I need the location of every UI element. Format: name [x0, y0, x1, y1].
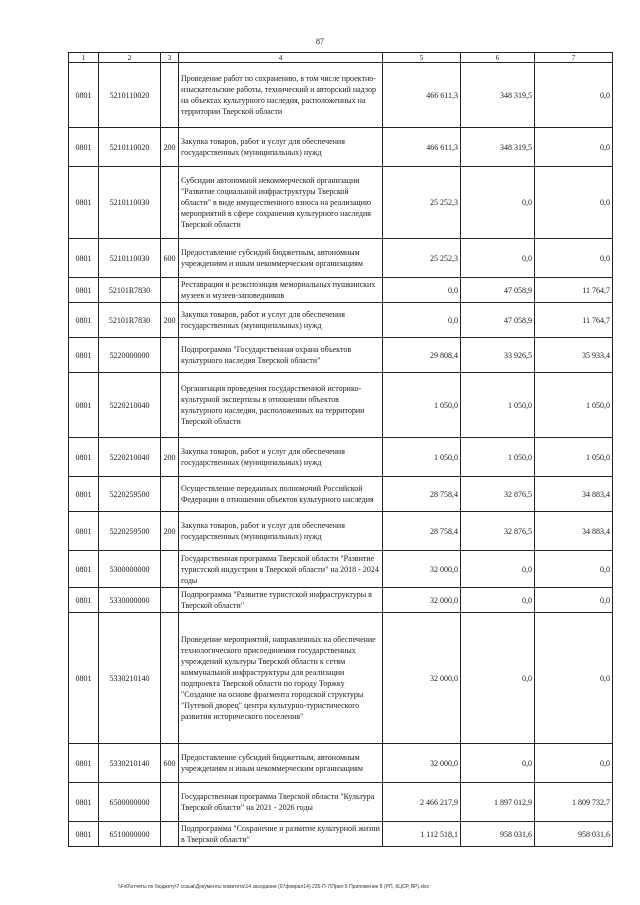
target-article-cell: 5210110030	[99, 167, 161, 239]
section-code-cell: 0801	[69, 63, 99, 128]
column-number-cell: 6	[461, 53, 535, 63]
amount-col7-cell: 11 764,7	[535, 303, 613, 338]
table-row	[69, 128, 613, 167]
amount-col5-cell: 28 758,4	[383, 512, 461, 551]
amount-col5-cell: 1 050,0	[383, 438, 461, 477]
target-article-cell: 5210110020	[99, 128, 161, 167]
amount-col6-cell: 0,0	[461, 167, 535, 239]
expense-type-cell	[161, 822, 179, 847]
amount-col5-cell: 25 252,3	[383, 239, 461, 278]
table-row	[69, 588, 613, 613]
column-number-cell: 5	[383, 53, 461, 63]
amount-col5-cell: 29 808,4	[383, 338, 461, 373]
target-article-cell: 52101R7830	[99, 303, 161, 338]
section-code-cell: 0801	[69, 438, 99, 477]
expense-type-cell	[161, 373, 179, 438]
section-code-cell: 0801	[69, 477, 99, 512]
section-code-cell: 0801	[69, 588, 99, 613]
table-row	[69, 338, 613, 373]
amount-col5-cell: 32 000,0	[383, 744, 461, 783]
expense-type-cell	[161, 783, 179, 822]
amount-col6-cell: 32 876,5	[461, 477, 535, 512]
item-name-cell: Проведение мероприятий, направленных на обеспечение технологического присоединения государственных учреждений культуры Тверской области к сетям коммунальной инфраструктуры для реализации подпроекта Тверской области по городу Торжку "Создание на основе фрагмента городской структуры "Путевой дворец" центра культурно-туристического развития исторического поселения"	[179, 613, 383, 744]
amount-col6-cell: 0,0	[461, 588, 535, 613]
expense-type-cell	[161, 613, 179, 744]
column-number-cell: 3	[161, 53, 179, 63]
target-article-cell: 5330210140	[99, 613, 161, 744]
table-row	[69, 477, 613, 512]
amount-col6-cell: 47 058,9	[461, 303, 535, 338]
item-name-cell: Предоставление субсидий бюджетным, автономным учреждениям и иным некоммерческим организациям	[179, 239, 383, 278]
amount-col7-cell: 34 883,4	[535, 512, 613, 551]
column-number-cell: 7	[535, 53, 613, 63]
amount-col7-cell: 0,0	[535, 588, 613, 613]
amount-col7-cell: 35 933,4	[535, 338, 613, 373]
amount-col7-cell: 1 050,0	[535, 373, 613, 438]
amount-col7-cell: 1 809 732,7	[535, 783, 613, 822]
amount-col6-cell: 348 319,5	[461, 63, 535, 128]
target-article-cell: 5220259500	[99, 477, 161, 512]
target-article-cell: 5300000000	[99, 551, 161, 588]
target-article-cell: 5210110020	[99, 63, 161, 128]
item-name-cell: Государственная программа Тверской области "Развитие туристской индустрии в Тверской области" на 2018 - 2024 годы	[179, 551, 383, 588]
table-row	[69, 63, 613, 128]
column-number-cell: 2	[99, 53, 161, 63]
section-code-cell: 0801	[69, 551, 99, 588]
expense-type-cell	[161, 551, 179, 588]
expense-type-cell	[161, 338, 179, 373]
item-name-cell: Реставрация и реэкспозиция мемориальных пушкинских музеев и музеев-заповедников	[179, 278, 383, 303]
table-row	[69, 438, 613, 477]
amount-col7-cell: 0,0	[535, 551, 613, 588]
section-code-cell: 0801	[69, 338, 99, 373]
expense-type-cell: 600	[161, 744, 179, 783]
target-article-cell: 5220210040	[99, 373, 161, 438]
amount-col7-cell: 0,0	[535, 63, 613, 128]
amount-col6-cell: 1 897 012,9	[461, 783, 535, 822]
amount-col6-cell: 958 031,6	[461, 822, 535, 847]
table-row	[69, 167, 613, 239]
amount-col5-cell: 32 000,0	[383, 613, 461, 744]
table-row	[69, 373, 613, 438]
amount-col5-cell: 466 611,3	[383, 128, 461, 167]
amount-col6-cell: 1 050,0	[461, 438, 535, 477]
item-name-cell: Предоставление субсидий бюджетным, автономным учреждениям и иным некоммерческим организациям	[179, 744, 383, 783]
amount-col6-cell: 0,0	[461, 551, 535, 588]
section-code-cell: 0801	[69, 239, 99, 278]
expense-type-cell: 600	[161, 239, 179, 278]
expense-type-cell: 200	[161, 303, 179, 338]
column-number-row	[69, 53, 613, 63]
item-name-cell: Осуществление переданных полномочий Российской Федерации в отношении объектов культурного наследия	[179, 477, 383, 512]
amount-col7-cell: 0,0	[535, 239, 613, 278]
item-name-cell: Подпрограмма "Государственная охрана объектов культурного наследия Тверской области"	[179, 338, 383, 373]
item-name-cell: Закупка товаров, работ и услуг для обеспечения государственных (муниципальных) нужд	[179, 128, 383, 167]
target-article-cell: 5330000000	[99, 588, 161, 613]
amount-col7-cell: 1 050,0	[535, 438, 613, 477]
amount-col7-cell: 34 883,4	[535, 477, 613, 512]
target-article-cell: 6500000000	[99, 783, 161, 822]
amount-col6-cell: 33 926,5	[461, 338, 535, 373]
expense-type-cell	[161, 588, 179, 613]
target-article-cell: 5220210040	[99, 438, 161, 477]
table-row	[69, 744, 613, 783]
target-article-cell: 52101R7830	[99, 278, 161, 303]
file-path-footer: \\Fs0\отчеты по бюджету\7 созыв\Документы комитета\14 заседание (07феврал14) 235-П-7\Прил 5 Приложение 8 (РП, КЦСР, ВР).xlsx	[118, 884, 430, 890]
amount-col5-cell: 28 758,4	[383, 477, 461, 512]
item-name-cell: Государственная программа Тверской области "Культура Тверской области" на 2021 - 2026 годы	[179, 783, 383, 822]
column-number-cell: 1	[69, 53, 99, 63]
section-code-cell: 0801	[69, 822, 99, 847]
expense-type-cell	[161, 167, 179, 239]
amount-col5-cell: 0,0	[383, 303, 461, 338]
amount-col6-cell: 1 050,0	[461, 373, 535, 438]
amount-col7-cell: 0,0	[535, 744, 613, 783]
expense-type-cell: 200	[161, 438, 179, 477]
section-code-cell: 0801	[69, 744, 99, 783]
table-row	[69, 551, 613, 588]
table-row	[69, 278, 613, 303]
amount-col5-cell: 25 252,3	[383, 167, 461, 239]
amount-col7-cell: 958 031,6	[535, 822, 613, 847]
item-name-cell: Подпрограмма "Сохранение и развитие культурной жизни в Тверской области"	[179, 822, 383, 847]
table-row	[69, 512, 613, 551]
section-code-cell: 0801	[69, 613, 99, 744]
amount-col7-cell: 0,0	[535, 613, 613, 744]
amount-col6-cell: 0,0	[461, 613, 535, 744]
amount-col5-cell: 32 000,0	[383, 551, 461, 588]
amount-col6-cell: 32 876,5	[461, 512, 535, 551]
item-name-cell: Субсидии автономной некоммерческой организации "Развитие социальной инфраструктуры Тверской области" в виде имущественного взноса на реализацию мероприятий в сфере сохранения культурного наследия Тверской области	[179, 167, 383, 239]
target-article-cell: 5210110030	[99, 239, 161, 278]
item-name-cell: Закупка товаров, работ и услуг для обеспечения государственных (муниципальных) нужд	[179, 438, 383, 477]
section-code-cell: 0801	[69, 303, 99, 338]
section-code-cell: 0801	[69, 373, 99, 438]
amount-col5-cell: 32 000,0	[383, 588, 461, 613]
target-article-cell: 6510000000	[99, 822, 161, 847]
section-code-cell: 0801	[69, 512, 99, 551]
section-code-cell: 0801	[69, 783, 99, 822]
amount-col6-cell: 0,0	[461, 239, 535, 278]
section-code-cell: 0801	[69, 167, 99, 239]
section-code-cell: 0801	[69, 128, 99, 167]
budget-table	[68, 52, 613, 847]
amount-col5-cell: 1 112 518,1	[383, 822, 461, 847]
item-name-cell: Организация проведения государственной историко-культурной экспертизы в отношении объектов культурного наследия, расположенных на территории Тверской области	[179, 373, 383, 438]
expense-type-cell	[161, 278, 179, 303]
amount-col7-cell: 11 764,7	[535, 278, 613, 303]
target-article-cell: 5220000000	[99, 338, 161, 373]
amount-col6-cell: 348 319,5	[461, 128, 535, 167]
column-number-cell: 4	[179, 53, 383, 63]
table-row	[69, 822, 613, 847]
amount-col6-cell: 47 058,9	[461, 278, 535, 303]
amount-col5-cell: 466 611,3	[383, 63, 461, 128]
item-name-cell: Закупка товаров, работ и услуг для обеспечения государственных (муниципальных) нужд	[179, 512, 383, 551]
item-name-cell: Подпрограмма "Развитие туристской инфраструктуры в Тверской области"	[179, 588, 383, 613]
target-article-cell: 5220259500	[99, 512, 161, 551]
item-name-cell: Закупка товаров, работ и услуг для обеспечения государственных (муниципальных) нужд	[179, 303, 383, 338]
expense-type-cell: 200	[161, 512, 179, 551]
amount-col7-cell: 0,0	[535, 128, 613, 167]
target-article-cell: 5330210140	[99, 744, 161, 783]
table-row	[69, 613, 613, 744]
expense-type-cell	[161, 477, 179, 512]
page-number: 87	[316, 37, 324, 46]
item-name-cell: Проведение работ по сохранению, в том числе проектно-изыскательские работы, технический и авторский надзор на объектах культурного наследия, расположенных на территории Тверской области	[179, 63, 383, 128]
amount-col6-cell: 0,0	[461, 744, 535, 783]
expense-type-cell: 200	[161, 128, 179, 167]
amount-col5-cell: 0,0	[383, 278, 461, 303]
expense-type-cell	[161, 63, 179, 128]
amount-col5-cell: 2 466 217,9	[383, 783, 461, 822]
amount-col5-cell: 1 050,0	[383, 373, 461, 438]
amount-col7-cell: 0,0	[535, 167, 613, 239]
table-row	[69, 239, 613, 278]
table-row	[69, 783, 613, 822]
table-row	[69, 303, 613, 338]
section-code-cell: 0801	[69, 278, 99, 303]
